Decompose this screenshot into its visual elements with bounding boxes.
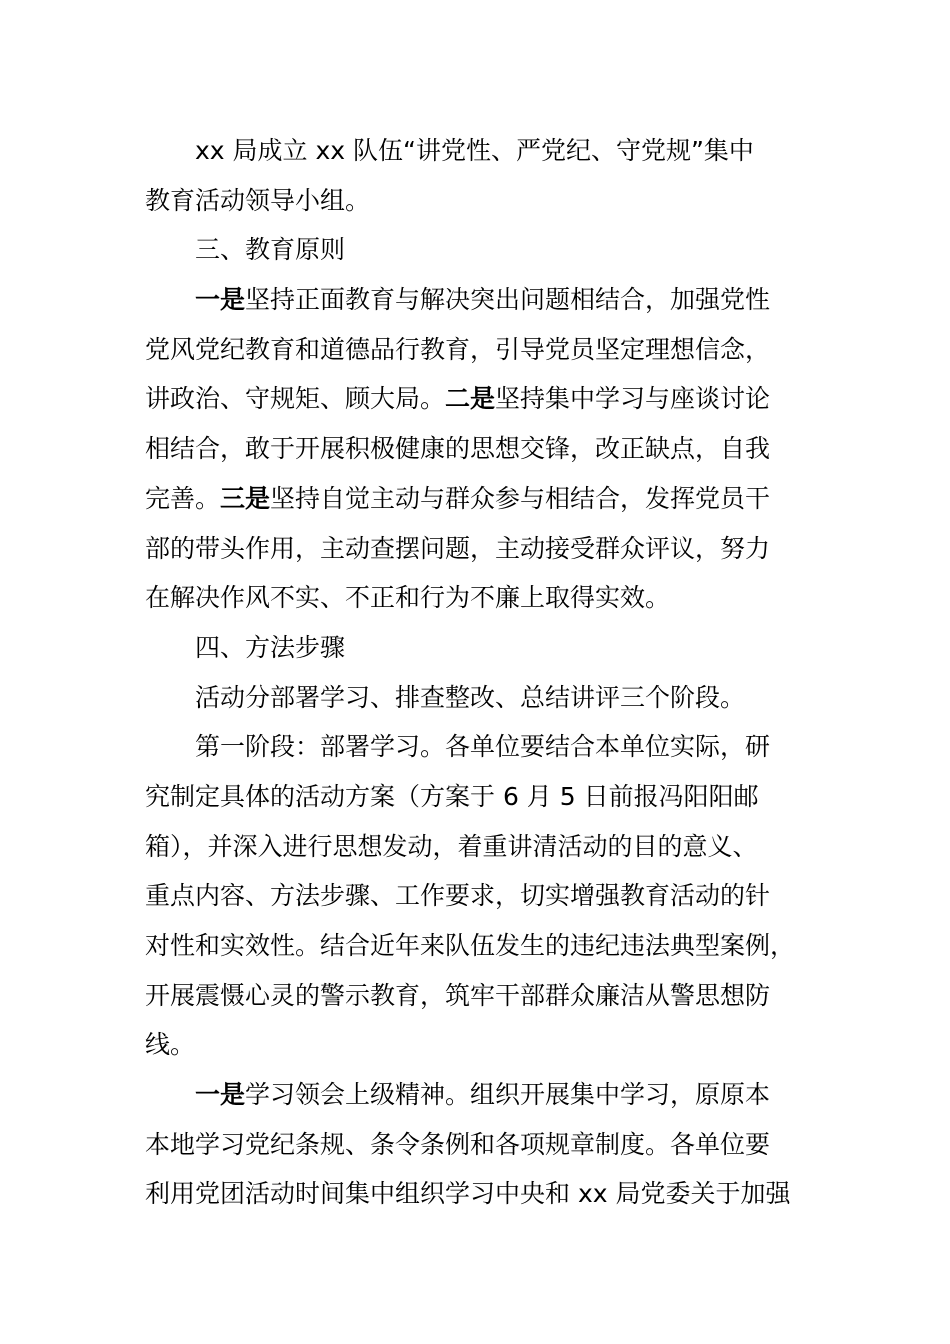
paragraph-stage-one-line-2: 究制定具体的活动方案（方案于 6 月 5 日前报冯阳阳邮 [145,781,759,811]
text-segment: 坚持集中学习与座谈讨论 [495,384,771,414]
bold-marker-third: 三是 [220,483,271,513]
section-heading-principles: 三、教育原则 [195,235,346,265]
text-segment: 坚持自觉主动与群众参与相结合，发挥党员干 [270,483,771,513]
bold-marker-second: 二是 [445,384,496,414]
paragraph-study-line-3: 利用党团活动时间集中组织学习中央和 xx 局党委关于加强 [145,1179,791,1209]
paragraph-stage-one-line-4: 重点内容、方法步骤、工作要求，切实增强教育活动的针 [145,881,771,911]
paragraph-leadership-line-1: xx 局成立 xx 队伍“讲党性、严党纪、守党规”集中 [195,136,754,165]
paragraph-study-line-2: 本地学习党纪条规、条令条例和各项规章制度。各单位要 [145,1129,771,1159]
paragraph-principles-line-4: 相结合，敢于开展积极健康的思想交锋，改正缺点，自我 [145,434,771,464]
text-segment: 坚持正面教育与解决突出问题相结合，加强党性 [245,285,771,315]
bold-marker-first: 一是 [195,1080,246,1110]
paragraph-stage-one-line-1: 第一阶段：部署学习。各单位要结合本单位实际，研 [195,732,771,762]
paragraph-stage-one-line-7: 线。 [145,1030,196,1060]
paragraph-leadership-line-2: 教育活动领导小组。 [145,185,371,215]
paragraph-principles-line-2: 党风党纪教育和道德品行教育，引导党员坚定理想信念， [145,334,771,364]
paragraph-study-line-1 [145,1070,805,1120]
paragraph-principles-line-6: 部的带头作用，主动查摆问题，主动接受群众评议，努力 [145,533,771,563]
paragraph-stages: 活动分部署学习、排查整改、总结讲评三个阶段。 [195,682,746,712]
text-segment: 完善。 [145,483,221,513]
document-body [145,126,805,1219]
paragraph-stage-one-line-5: 对性和实效性。结合近年来队伍发生的违纪违法典型案例， [145,931,796,960]
paragraph-stage-one-line-3: 箱），并深入进行思想发动，着重讲清活动的目的意义、 [145,831,758,861]
bold-marker-first: 一是 [195,285,246,315]
paragraph-principles-line-1 [145,275,805,325]
paragraph-principles-line-5 [145,474,805,524]
section-heading-methods: 四、方法步骤 [195,632,346,662]
text-segment: 学习领会上级精神。组织开展集中学习，原原本 [245,1080,771,1110]
paragraph-principles-line-7: 在解决作风不实、不正和行为不廉上取得实效。 [145,583,671,613]
paragraph-stage-one-line-6: 开展震慑心灵的警示教育，筑牢干部群众廉洁从警思想防 [145,980,771,1010]
paragraph-principles-line-3 [145,374,805,424]
text-segment: 讲政治、守规矩、顾大局。 [145,384,446,414]
